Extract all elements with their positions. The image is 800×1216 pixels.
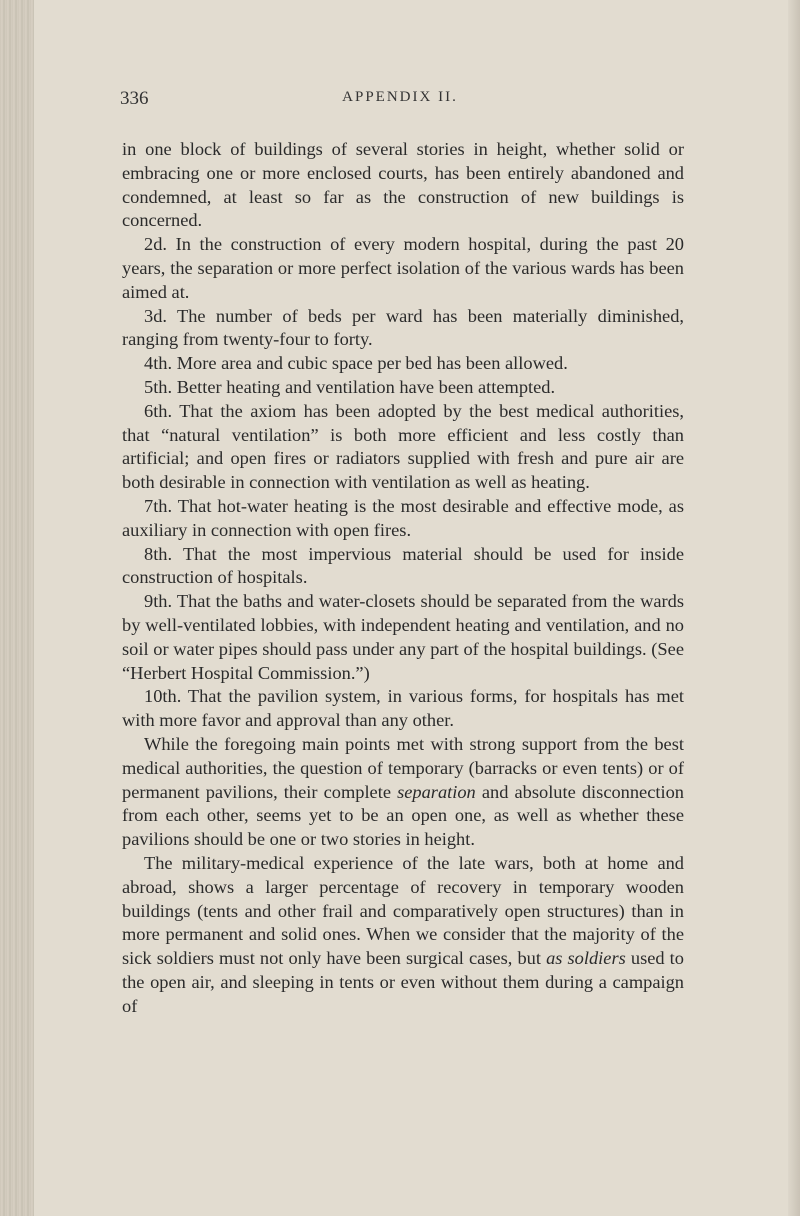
paragraph-point-8: 8th. That the most impervious material should be used for inside construction of hospitals. (122, 543, 684, 588)
page-number: 336 (120, 88, 149, 109)
page-edge (788, 0, 800, 1216)
text-run: While the foregoing main points met with strong support from the best medical authorities, the question of temporary (barracks or even tents) or of permanent pavilions, their complete (122, 733, 684, 802)
italic-text-run: as soldiers (546, 948, 626, 969)
page-header (120, 88, 680, 112)
running-head: APPENDIX II. (342, 89, 458, 105)
body-text (122, 138, 684, 1018)
paragraph-discussion (122, 733, 684, 852)
paragraph-point-5: 5th. Better heating and ventilation have been attempted. (144, 376, 556, 397)
paragraph-military-experience (122, 852, 684, 1019)
text-run: used to the open air, and sleeping in tents or even without them during a campaign of (122, 948, 684, 1016)
paragraph-point-2: 2d. In the construction of every modern hospital, during the past 20 years, the separation or more perfect isolation of the various wards has been aimed at. (122, 234, 684, 302)
paragraph-continuation: in one block of buildings of several stories in height, whether solid or embracing one or more enclosed courts, has been entirely abandoned and condemned, at least so far as the construction of new buildings is concerned. (122, 139, 684, 231)
paragraph-point-6: 6th. That the axiom has been adopted by the best medical authorities, that “natural ventilation” is both more efficient and less costly than artificial; and open fires or radiators supplied with fresh and pure air are both desirable in connection with ventilation as well as heating. (122, 400, 684, 493)
book-spine-shadow (0, 0, 34, 1216)
italic-text-run: separation (397, 781, 476, 802)
paragraph-point-10: 10th. That the pavilion system, in various forms, for hospitals has met with more favor and approval than any other. (122, 686, 684, 731)
text-run: The military-medical experience of the late wars, both at home and abroad, shows a larger percentage of recovery in temporary wooden buildings (tents and other frail and comparatively open structures) than in more permanent and solid ones. When we consider that the majority of the sick soldiers must not only have been surgical cases, but (122, 852, 684, 969)
paragraph-point-9: 9th. That the baths and water-closets should be separated from the wards by well-ventilated lobbies, with independent heating and ventilation, and no soil or water pipes should pass under any part of the hospital buildings. (See “Herbert Hospital Commission.”) (122, 591, 684, 683)
paragraph-point-4: 4th. More area and cubic space per bed has been allowed. (144, 353, 568, 374)
paragraph-point-7: 7th. That hot-water heating is the most desirable and effective mode, as auxiliary in connection with open fires. (122, 495, 684, 540)
text-run: and absolute disconnection from each other, seems yet to be an open one, as well as whether these pavilions should be one or two stories in height. (122, 781, 684, 850)
paragraph-point-3: 3d. The number of beds per ward has been materially diminished, ranging from twenty-four to forty. (122, 305, 684, 350)
